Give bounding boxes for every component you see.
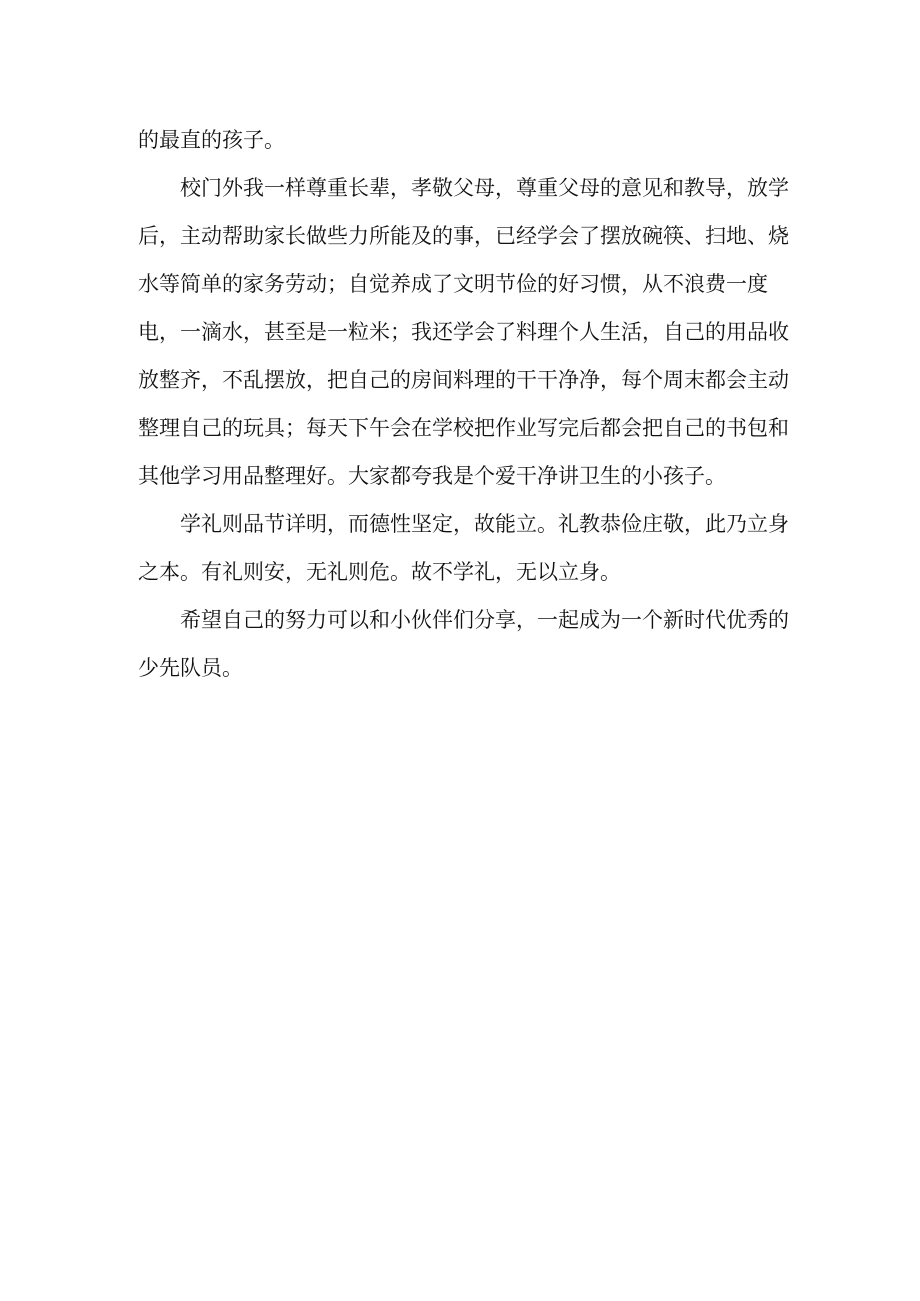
paragraph-2-line-1: 校门外我一样尊重长辈，孝敬父母，尊重父母的意见和教导，放学 bbox=[180, 176, 789, 200]
paragraph-2-line-2: 后，主动帮助家长做些力所能及的事，已经学会了摆放碗筷、扫地、烧 bbox=[138, 224, 789, 248]
paragraph-4-line-1: 希望自己的努力可以和小伙伴们分享，一起成为一个新时代优秀的 bbox=[180, 608, 789, 632]
paragraph-2-line-7: 其他学习用品整理好。大家都夸我是个爱干净讲卫生的小孩子。 bbox=[138, 464, 726, 488]
paragraph-3-line-1: 学礼则品节详明，而德性坚定，故能立。礼教恭俭庄敬，此乃立身 bbox=[180, 512, 789, 536]
paragraph-4-line-2: 少先队员。 bbox=[138, 656, 243, 680]
paragraph-3-line-2: 之本。有礼则安，无礼则危。故不学礼，无以立身。 bbox=[138, 560, 621, 584]
paragraph-2-line-3: 水等简单的家务劳动；自觉养成了文明节俭的好习惯，从不浪费一度 bbox=[138, 272, 768, 296]
paragraph-2-line-4: 电，一滴水，甚至是一粒米；我还学会了料理个人生活，自己的用品收 bbox=[138, 320, 789, 344]
paragraph-2-line-6: 整理自己的玩具；每天下午会在学校把作业写完后都会把自己的书包和 bbox=[138, 416, 789, 440]
paragraph-2-line-5: 放整齐，不乱摆放，把自己的房间料理的干干净净，每个周末都会主动 bbox=[138, 368, 789, 392]
paragraph-1-line-1: 的最直的孩子。 bbox=[138, 128, 285, 152]
